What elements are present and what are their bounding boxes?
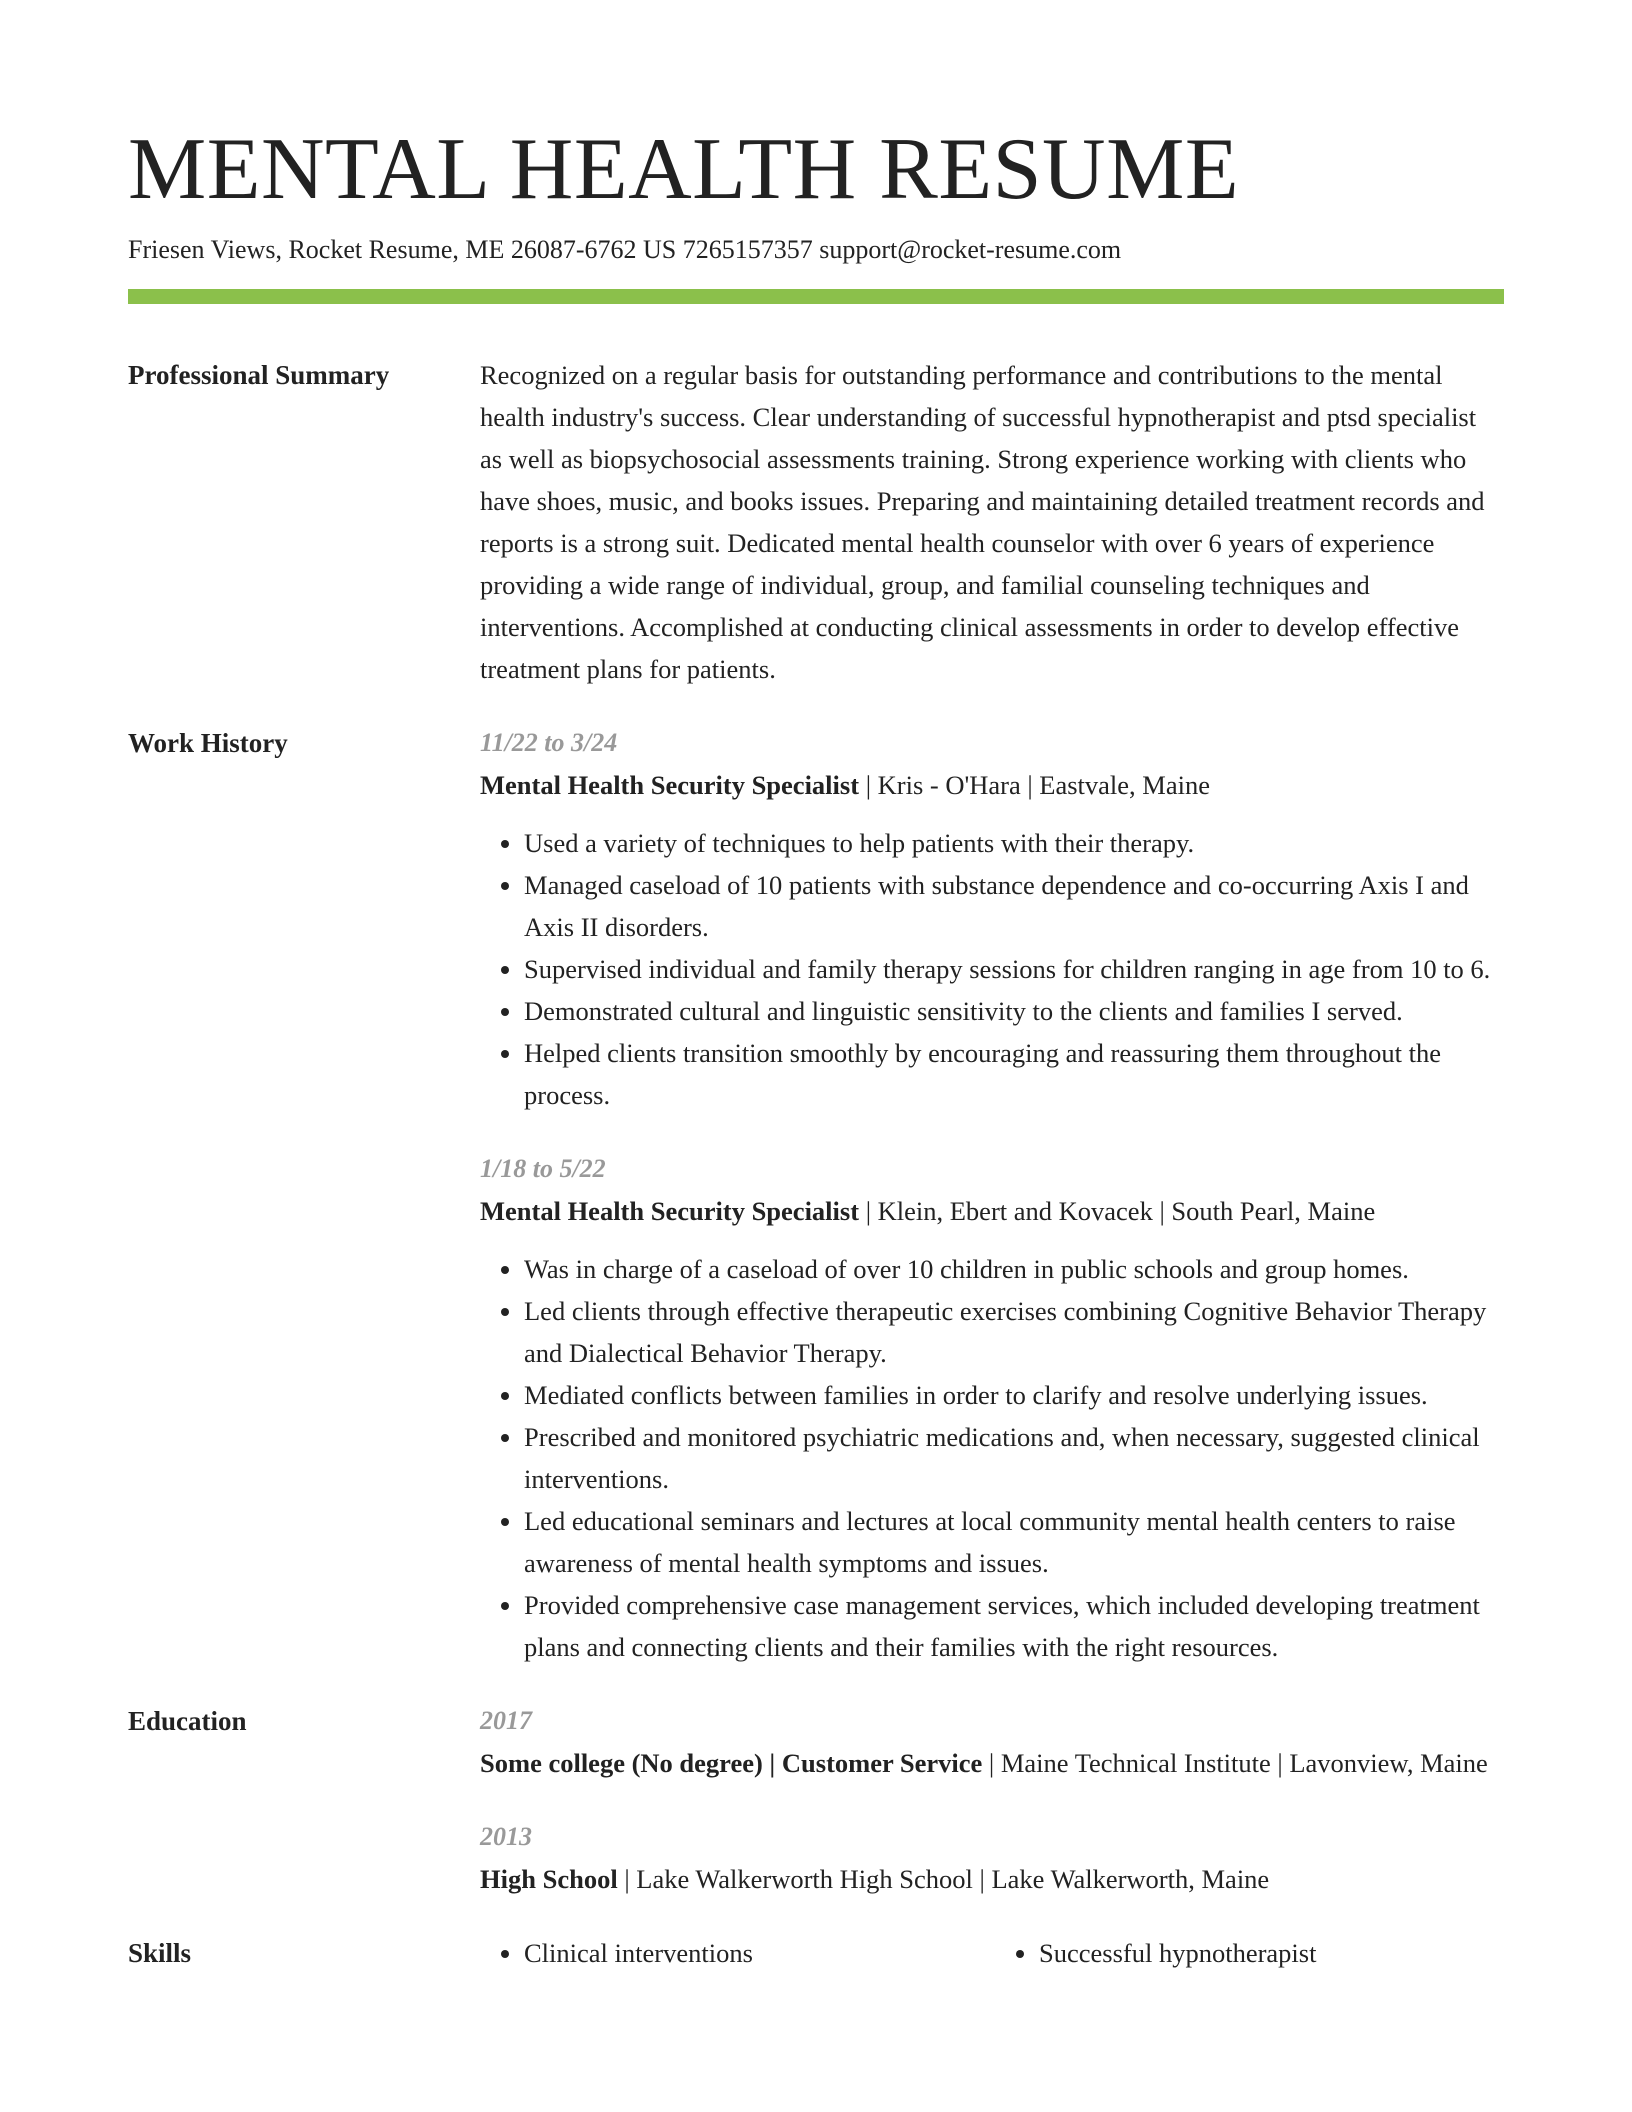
skills-list bbox=[480, 1932, 1504, 1974]
job-bullets bbox=[480, 822, 1504, 1116]
list-item: • Demonstrated cultural and linguistic sensitivity to the clients and families I served. bbox=[524, 990, 1504, 1032]
work-history-section bbox=[128, 722, 1504, 1668]
job-date: 11/22 to 3/24 bbox=[480, 728, 618, 757]
job-entry bbox=[480, 722, 1504, 1116]
contact-info: Friesen Views, Rocket Resume, ME 26087-6762 US 7265157357 support@rocket-resume.com bbox=[128, 235, 1122, 264]
skills-section bbox=[128, 1932, 1504, 1974]
section-label: Skills bbox=[128, 1938, 192, 1968]
professional-summary-section bbox=[128, 354, 1504, 690]
education-details: | Maine Technical Institute | Lavonview, Maine bbox=[982, 1748, 1488, 1778]
education-entry bbox=[480, 1700, 1504, 1784]
list-item: • Used a variety of techniques to help patients with their therapy. bbox=[524, 822, 1504, 864]
job-date: 1/18 to 5/22 bbox=[480, 1154, 606, 1183]
education-details: | Lake Walkerworth High School | Lake Walkerworth, Maine bbox=[617, 1864, 1270, 1894]
job-title: Mental Health Security Specialist bbox=[480, 1196, 860, 1226]
list-item: • Managed caseload of 10 patients with substance dependence and co-occurring Axis I and Axis II disorders. bbox=[524, 864, 1504, 948]
degree-title: Some college (No degree) | Customer Service bbox=[480, 1748, 983, 1778]
header-divider bbox=[128, 289, 1504, 304]
list-item: • Successful hypnotherapist bbox=[1039, 1932, 1504, 1974]
list-item: • Mediated conflicts between families in order to clarify and resolve underlying issues. bbox=[524, 1374, 1504, 1416]
education-heading bbox=[480, 1742, 1504, 1784]
resume-page bbox=[128, 0, 1504, 1974]
job-entry bbox=[480, 1148, 1504, 1668]
list-item: • Clinical interventions bbox=[524, 1932, 989, 1974]
list-item: • Supervised individual and family therapy sessions for children ranging in age from 10 to 6. bbox=[524, 948, 1504, 990]
job-bullets bbox=[480, 1248, 1504, 1668]
list-item: • Helped clients transition smoothly by encouraging and reassuring them throughout the process. bbox=[524, 1032, 1504, 1116]
section-label: Education bbox=[128, 1706, 247, 1736]
list-item: • Provided comprehensive case management services, which included developing treatment plans and connecting clients and their families with the right resources. bbox=[524, 1584, 1504, 1668]
education-heading bbox=[480, 1858, 1504, 1900]
list-item: • Prescribed and monitored psychiatric medications and, when necessary, suggested clinical interventions. bbox=[524, 1416, 1504, 1500]
education-date: 2017 bbox=[480, 1706, 532, 1735]
list-item: • Led educational seminars and lectures at local community mental health centers to raise awareness of mental health symptoms and issues. bbox=[524, 1500, 1504, 1584]
resume-title: MENTAL HEALTH RESUME bbox=[128, 121, 1240, 218]
section-label: Work History bbox=[128, 728, 288, 758]
job-heading bbox=[480, 1190, 1504, 1232]
job-details: | Klein, Ebert and Kovacek | South Pearl, Maine bbox=[859, 1196, 1376, 1226]
job-heading bbox=[480, 764, 1504, 806]
list-item: • Was in charge of a caseload of over 10 children in public schools and group homes. bbox=[524, 1248, 1504, 1290]
list-item: • Led clients through effective therapeutic exercises combining Cognitive Behavior Therapy and Dialectical Behavior Therapy. bbox=[524, 1290, 1504, 1374]
education-section bbox=[128, 1700, 1504, 1900]
section-label: Professional Summary bbox=[128, 360, 390, 390]
education-date: 2013 bbox=[480, 1822, 532, 1851]
education-entry bbox=[480, 1816, 1504, 1900]
job-title: Mental Health Security Specialist bbox=[480, 770, 860, 800]
job-details: | Kris - O'Hara | Eastvale, Maine bbox=[859, 770, 1210, 800]
degree-title: High School bbox=[480, 1864, 618, 1894]
summary-text: Recognized on a regular basis for outstanding performance and contributions to the mental health industry's success. Clear understanding of successful hypnotherapist and ptsd specialist as well as biopsychosocial assessments training. Strong experience working with clients who have shoes, music, and books issues. Preparing and maintaining detailed treatment records and reports is a strong suit. Dedicated mental health counselor with over 6 years of experience providing a wide range of individual, group, and familial counseling techniques and interventions. Accomplished at conducting clinical assessments in order to develop effective treatment plans for patients. bbox=[480, 360, 1485, 684]
